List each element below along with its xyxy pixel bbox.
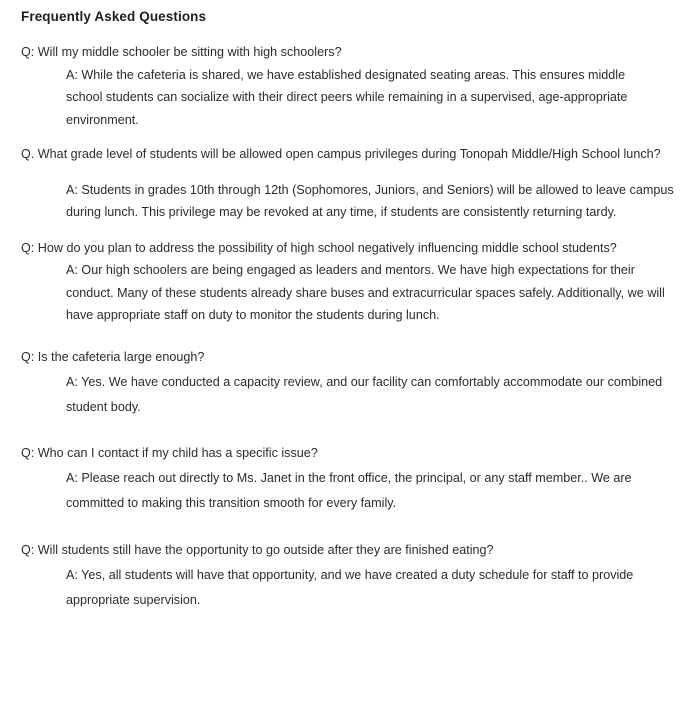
faq-question: Q: Is the cafeteria large enough?	[21, 349, 205, 364]
faq-item	[21, 345, 687, 420]
faq-item	[21, 143, 687, 224]
faq-answer: A: Yes. We have conducted a capacity review, and our facility can comfortably accommodate our combined student body.	[66, 374, 663, 414]
faq-answer: A: Students in grades 10th through 12th (Sophomores, Juniors, and Seniors) will be allowed to leave campus during lunch. This privilege may be revoked at any time, if students are consistently returning tardy.	[66, 182, 674, 219]
faq-item	[21, 441, 687, 516]
faq-item	[21, 538, 687, 613]
faq-answer: A: Our high schoolers are being engaged as leaders and mentors. We have high expectations for their conduct. Many of these students already share buses and extracurricular spaces safely. Additionally, we will have appropriate staff on duty to monitor the students during lunch.	[66, 263, 665, 322]
faq-item	[21, 237, 687, 327]
faq-question: Q: How do you plan to address the possibility of high school negatively influencing middle school students?	[21, 240, 617, 255]
faq-question: Q: Who can I contact if my child has a specific issue?	[21, 445, 318, 460]
faq-item	[21, 41, 687, 131]
page-title: Frequently Asked Questions	[21, 9, 207, 24]
faq-answer: A: Please reach out directly to Ms. Janet in the front office, the principal, or any staff member.. We are committed to making this transition smooth for every family.	[66, 470, 632, 510]
faq-answer: A: While the cafeteria is shared, we have established designated seating areas. This ensures middle school students can socialize with their direct peers while remaining in a supervised, age-appropriate environment.	[66, 67, 628, 127]
faq-question: Q: Will my middle schooler be sitting with high schoolers?	[21, 45, 342, 59]
faq-question: Q: Will students still have the opportunity to go outside after they are finished eating?	[21, 542, 494, 557]
faq-answer: A: Yes, all students will have that opportunity, and we have created a duty schedule for staff to provide appropriate supervision.	[66, 567, 634, 607]
faq-question: Q. What grade level of students will be allowed open campus privileges during Tonopah Middle/High School lunch?	[21, 147, 661, 161]
